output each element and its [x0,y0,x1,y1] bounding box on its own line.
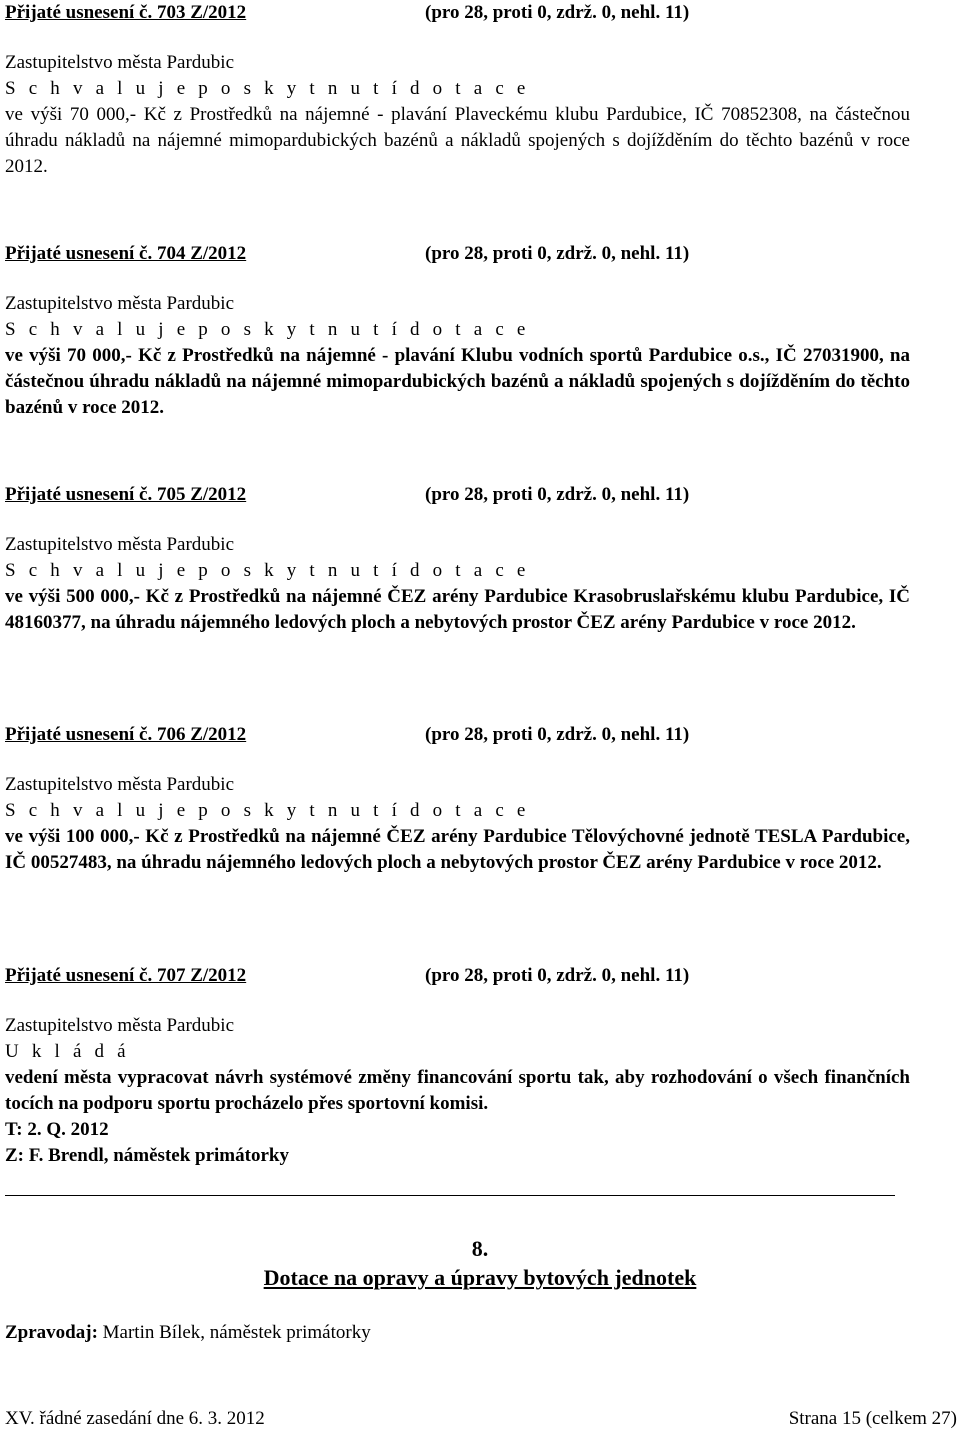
resolution-text: ve výši 500 000,- Kč z Prostředků na nájemné ČEZ arény Pardubice Krasobruslařskému klubu Pardubice, IČ 48160377, na úhradu nájemného ledových ploch a nebytových prostor ČEZ arény Pardubice v roce 2012. [5,586,910,633]
resolution-text: ve výši 70 000,- Kč z Prostředků na nájemné - plavání Klubu vodních sportů Pardubice o.s., IČ 27031900, na částečnou úhradu nákladů na nájemné mimopardubických bazénů a nákladů spojených s dojížděním do těchto bazénů v roce 2012. [5,345,910,418]
resolution-number: Přijaté usnesení č. 707 Z/2012 [5,965,247,986]
resolution-verb: S c h v a l u j e p o s k y t n u t í d o t a c e [5,560,530,581]
resolution-text: ve výši 70 000,- Kč z Prostředků na nájemné - plavání Plaveckému klubu Pardubice, IČ 70852308, na částečnou úhradu nákladů na nájemné mimopardubických bazénů a nákladů spojených s dojížděním do těchto bazénů v roce 2012. [5,104,910,177]
resolution-707 [5,963,910,1169]
resolution-verb: S c h v a l u j e p o s k y t n u t í d o t a c e [5,319,530,340]
vote-result: (pro 28, proti 0, zdrž. 0, nehl. 11) [425,484,690,505]
vote-result: (pro 28, proti 0, zdrž. 0, nehl. 11) [425,2,690,23]
footer-page-number: Strana 15 (celkem 27) [788,1408,957,1429]
council-name: Zastupitelstvo města Pardubic [5,52,235,73]
responsible-person: Z: F. Brendl, náměstek primátorky [5,1145,289,1166]
resolution-number: Přijaté usnesení č. 704 Z/2012 [5,243,247,264]
resolution-705 [5,482,910,636]
resolution-header [5,0,910,26]
council-name: Zastupitelstvo města Pardubic [5,774,235,795]
council-name: Zastupitelstvo města Pardubic [5,293,235,314]
resolution-verb: S c h v a l u j e p o s k y t n u t í d o t a c e [5,78,530,99]
council-name: Zastupitelstvo města Pardubic [5,1015,235,1036]
resolution-text: vedení města vypracovat návrh systémové změny financování sportu tak, aby rozhodování o všech finančních tocích na podporu sportu procházelo přes sportovní komisi. [5,1067,910,1114]
section-number: 8. [471,1236,489,1261]
reporter-name: Martin Bílek, náměstek primátorky [97,1322,371,1343]
resolution-header [5,241,910,267]
footer-meeting: XV. řádné zasedání dne 6. 3. 2012 [5,1408,265,1429]
vote-result: (pro 28, proti 0, zdrž. 0, nehl. 11) [425,243,690,264]
vote-result: (pro 28, proti 0, zdrž. 0, nehl. 11) [425,724,690,745]
page-footer [5,1408,957,1430]
resolution-703 [5,0,910,180]
resolution-header [5,722,910,748]
section-divider [5,1195,895,1196]
resolution-number: Přijaté usnesení č. 703 Z/2012 [5,2,247,23]
resolution-706 [5,722,910,876]
section-title: Dotace na opravy a úpravy bytových jednotek [263,1265,697,1290]
resolution-verb: U k l á d á [5,1041,130,1062]
resolution-verb: S c h v a l u j e p o s k y t n u t í d o t a c e [5,800,530,821]
reporter [5,1322,371,1344]
resolution-number: Přijaté usnesení č. 706 Z/2012 [5,724,247,745]
council-name: Zastupitelstvo města Pardubic [5,534,235,555]
resolution-header [5,482,910,508]
reporter-label: Zpravodaj: [5,1322,98,1343]
vote-result: (pro 28, proti 0, zdrž. 0, nehl. 11) [425,965,690,986]
resolution-number: Přijaté usnesení č. 705 Z/2012 [5,484,247,505]
resolution-text: ve výši 100 000,- Kč z Prostředků na nájemné ČEZ arény Pardubice Tělovýchovné jednotě TESLA Pardubice, IČ 00527483, na úhradu nájemného ledových ploch a nebytových prostor ČEZ arény Pardubice v roce 2012. [5,826,910,873]
deadline: T: 2. Q. 2012 [5,1119,109,1140]
resolution-header [5,963,910,989]
resolution-704 [5,241,910,421]
